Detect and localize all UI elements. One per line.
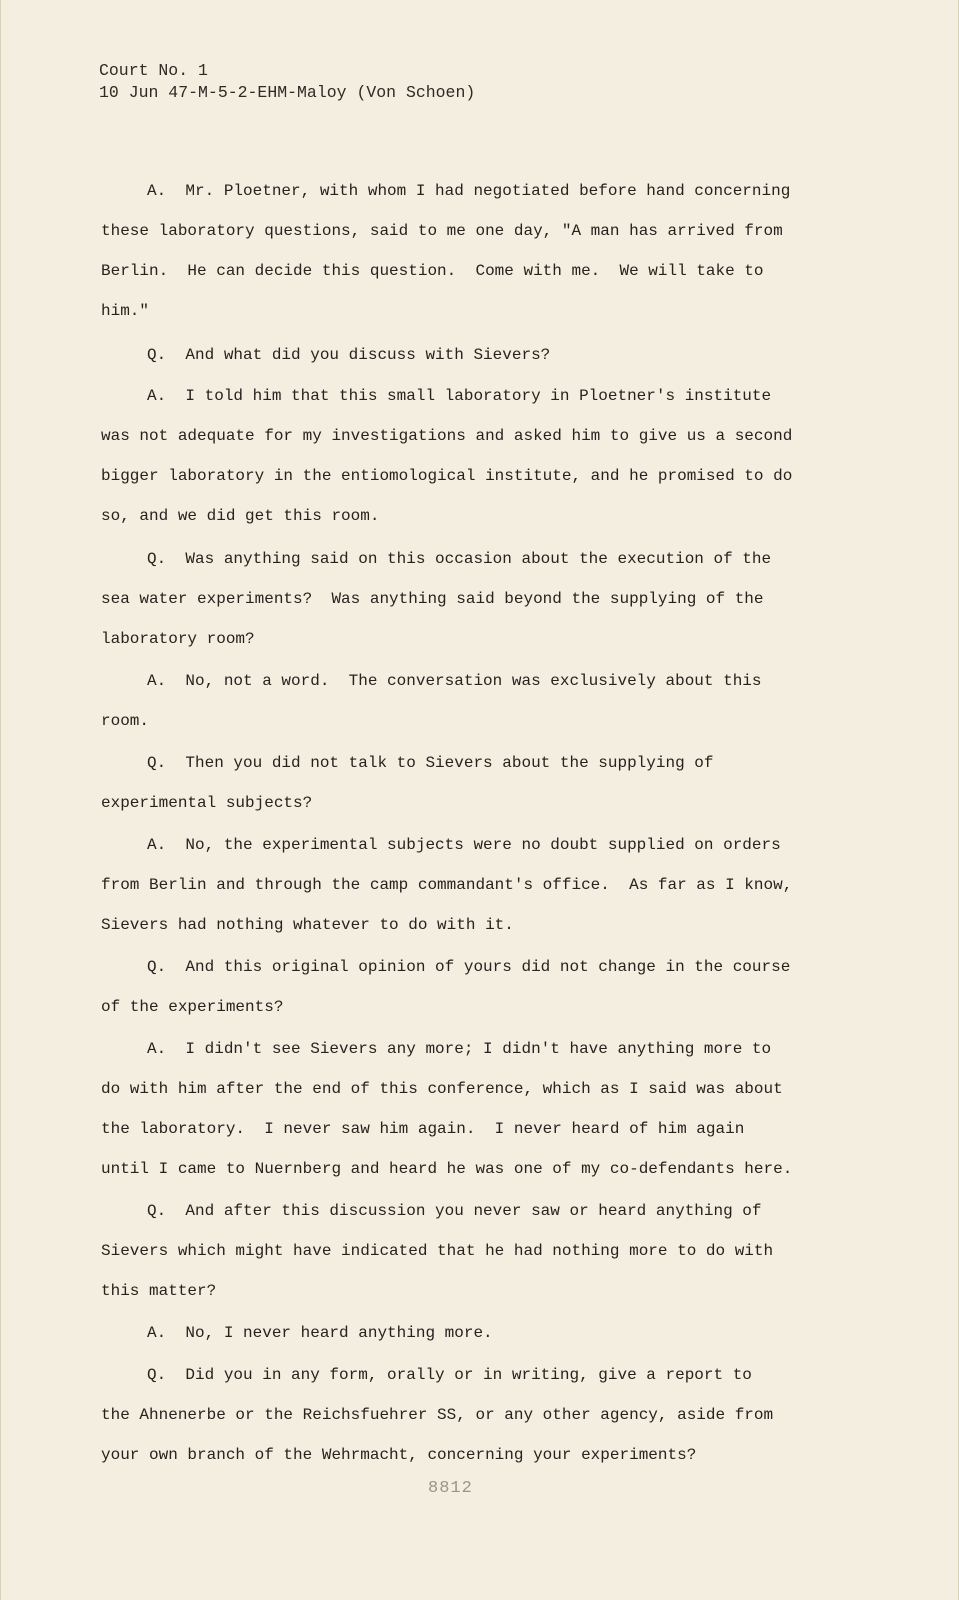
transcript-line: Q. Was anything said on this occasion about the execution of the	[147, 550, 772, 568]
transcript-line: Q. And this original opinion of yours did not change in the course	[147, 958, 791, 976]
transcript-line: sea water experiments? Was anything said beyond the supplying of the	[101, 590, 764, 608]
transcript-line: A. I told him that this small laboratory in Ploetner's institute	[147, 387, 772, 405]
transcript-line: Q. And what did you discuss with Sievers?	[147, 346, 551, 364]
transcript-line: until I came to Nuernberg and heard he was one of my co-defendants here.	[101, 1160, 793, 1178]
transcript-line: these laboratory questions, said to me one day, "A man has arrived from	[101, 222, 783, 240]
transcript-line: Q. And after this discussion you never saw or heard anything of	[147, 1202, 762, 1220]
transcript-line: Sievers had nothing whatever to do with it.	[101, 916, 514, 934]
transcript-line: so, and we did get this room.	[101, 507, 380, 525]
transcript-line: from Berlin and through the camp commandant's office. As far as I know,	[101, 876, 793, 894]
document-header	[99, 60, 475, 104]
transcript-line: A. No, the experimental subjects were no doubt supplied on orders	[147, 836, 781, 854]
transcript-line: Q. Did you in any form, orally or in writing, give a report to	[147, 1366, 752, 1384]
transcript-line: Berlin. He can decide this question. Come with me. We will take to	[101, 262, 764, 280]
transcript-line: the Ahnenerbe or the Reichsfuehrer SS, or any other agency, aside from	[101, 1406, 774, 1424]
transcript-line: do with him after the end of this conference, which as I said was about	[101, 1080, 783, 1098]
transcript-line: your own branch of the Wehrmacht, concerning your experiments?	[101, 1446, 697, 1464]
page-number: 8812	[428, 1479, 473, 1498]
session-reference: 10 Jun 47-M-5-2-EHM-Maloy (Von Schoen)	[99, 83, 476, 102]
transcript-line: A. I didn't see Sievers any more; I didn't have anything more to	[147, 1040, 772, 1058]
transcript-line: Q. Then you did not talk to Sievers about the supplying of	[147, 754, 714, 772]
transcript-line: A. No, I never heard anything more.	[147, 1324, 493, 1342]
transcript-line: laboratory room?	[101, 630, 255, 648]
transcript-line: was not adequate for my investigations and asked him to give us a second	[101, 427, 793, 445]
transcript-line: of the experiments?	[101, 998, 284, 1016]
court-number: Court No. 1	[99, 61, 208, 80]
transcript-line: room.	[101, 712, 150, 730]
transcript-line: bigger laboratory in the entiomological institute, and he promised to do	[101, 467, 793, 485]
transcript-line: experimental subjects?	[101, 794, 313, 812]
transcript-line: Sievers which might have indicated that he had nothing more to do with	[101, 1242, 774, 1260]
transcript-line: the laboratory. I never saw him again. I never heard of him again	[101, 1120, 745, 1138]
transcript-line: A. No, not a word. The conversation was exclusively about this	[147, 672, 762, 690]
transcript-line: this matter?	[101, 1282, 217, 1300]
transcript-line: him."	[101, 302, 150, 320]
transcript-line: A. Mr. Ploetner, with whom I had negotiated before hand concerning	[147, 182, 791, 200]
